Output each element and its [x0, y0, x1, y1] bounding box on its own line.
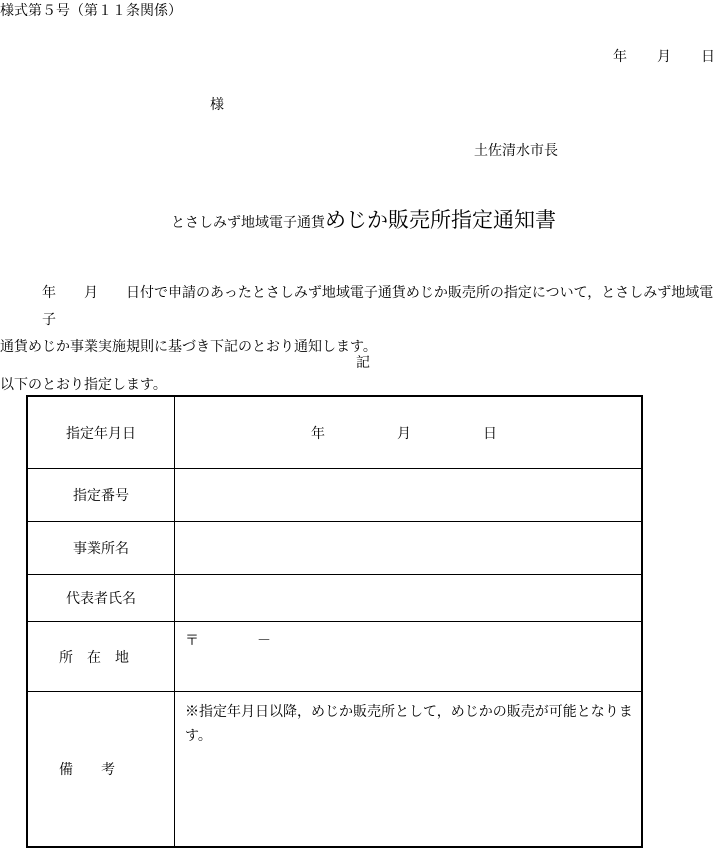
- document-title: [0, 204, 727, 234]
- form-number: 様式第５号（第１１条関係）: [0, 3, 182, 19]
- issue-date-day: 日: [701, 49, 715, 65]
- location-label: 所在地: [59, 649, 143, 666]
- postal-mark: 〒: [185, 633, 199, 649]
- designation-number-label: 指定番号: [27, 469, 175, 522]
- representative-name-value[interactable]: [175, 575, 643, 622]
- designation-date-year: 年: [311, 425, 325, 442]
- postal-dash: －: [257, 633, 271, 649]
- designation-date-value[interactable]: [175, 396, 643, 469]
- table-row: [27, 575, 642, 622]
- addressee: 様: [210, 97, 224, 113]
- issuer: 土佐清水市長: [474, 143, 558, 159]
- body-line-2: 通貨めじか事業実施規則に基づき下記のとおり通知します。: [0, 339, 377, 355]
- issue-date-month: 月: [657, 49, 671, 65]
- representative-name-label: 代表者氏名: [27, 575, 175, 622]
- designation-number-value[interactable]: [175, 469, 643, 522]
- table-row: [27, 622, 642, 692]
- table-row: [27, 469, 642, 522]
- designation-table: [26, 395, 643, 848]
- location-value[interactable]: [175, 622, 643, 692]
- remarks-label: 備考: [59, 762, 143, 778]
- lead-text: 以下のとおり指定します。: [0, 377, 167, 393]
- designation-date-label: 指定年月日: [27, 396, 175, 469]
- ki-heading: 記: [356, 355, 370, 371]
- remarks-value[interactable]: [175, 692, 643, 848]
- table-row: [27, 522, 642, 575]
- table-row: [27, 692, 642, 848]
- title-prefix: とさしみず地域電子通貨: [171, 215, 325, 231]
- business-name-value[interactable]: [175, 522, 643, 575]
- remarks-text: ※指定年月日以降，めじか販売所として，めじかの販売が可能となります。: [185, 704, 633, 744]
- issue-date: [613, 46, 715, 66]
- designation-date-day: 日: [483, 425, 497, 442]
- body-line-1: 年 月 日付で申請のあったとさしみず地域電子通貨めじか販売所の指定について，とさしみず地域電子: [42, 285, 714, 328]
- business-name-label: 事業所名: [27, 522, 175, 575]
- body-text: [0, 280, 727, 361]
- title-main: めじか販売所指定通知書: [325, 208, 556, 232]
- issue-date-year: 年: [613, 49, 627, 65]
- designation-date-month: 月: [397, 425, 411, 442]
- table-row: [27, 396, 642, 469]
